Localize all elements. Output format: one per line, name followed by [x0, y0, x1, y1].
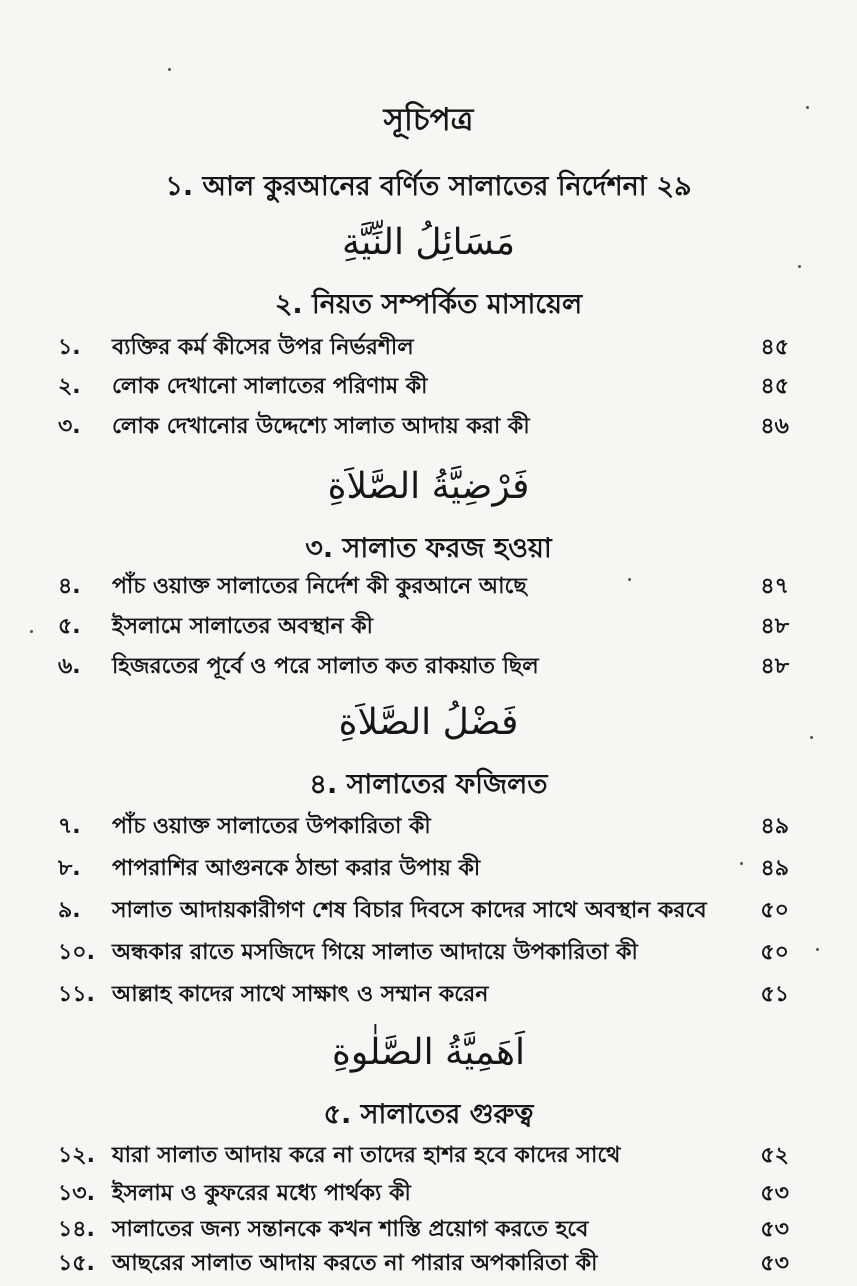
entry-title: যারা সালাত আদায় করে না তাদের হাশর হবে কাদের সাথে: [112, 1143, 621, 1168]
section-arabic-heading: فَضْلُ الصَّلاَةِ: [338, 702, 519, 743]
section-title: ৪. সালাতের ফজিলত: [309, 769, 548, 800]
entry-page: ৪৫: [760, 374, 789, 399]
entry-title: লোক দেখানোর উদ্দেশ্যে সালাত আদায় করা কী: [112, 414, 530, 439]
entry-page: ৫৩: [760, 1217, 789, 1242]
entry-title: ইসলামে সালাতের অবস্থান কী: [112, 614, 373, 639]
print-speck: [816, 948, 819, 951]
print-speck: [740, 862, 743, 865]
entry-page: ৪৬: [760, 414, 789, 439]
entry-number: ১২.: [58, 1143, 95, 1168]
print-speck: [628, 578, 631, 581]
entry-number: ৯.: [58, 898, 81, 923]
print-speck: [30, 630, 33, 633]
toc-entry: [0, 609, 857, 649]
toc-entry: [0, 409, 857, 449]
entry-number: ৬.: [58, 654, 81, 679]
toc-entry: [0, 893, 857, 933]
entry-page: ৫৩: [760, 1181, 789, 1206]
entry-number: ৭.: [58, 814, 81, 839]
toc-entry: [0, 977, 857, 1017]
entry-page: ৫৩: [760, 1251, 789, 1276]
chapter-1-label: ১. আল কুরআনের বর্ণিত সালাতের নির্দেশনা: [165, 171, 647, 202]
entry-number: ৩.: [58, 414, 81, 439]
toc-entry: [0, 369, 857, 409]
entry-page: ৪৮: [760, 614, 789, 639]
entry-title: লোক দেখানো সালাতের পরিণাম কী: [112, 374, 428, 399]
section-arabic-heading: فَرْضِيَّةُ الصَّلاَةِ: [327, 466, 530, 507]
entry-number: ১৫.: [58, 1251, 95, 1276]
entry-number: ৮.: [58, 856, 81, 881]
toc-entry: [0, 935, 857, 975]
print-speck: [806, 106, 809, 109]
entry-number: ৫.: [58, 614, 81, 639]
entry-number: ১১.: [58, 982, 95, 1007]
entry-title: সালাতের জন্য সন্তানকে কখন শাস্তি প্রয়োগ করতে হবে: [112, 1217, 589, 1242]
entry-title: অন্ধকার রাতে মসজিদে গিয়ে সালাত আদায়ে উপকারিতা কী: [112, 940, 638, 965]
entry-number: ১০.: [58, 940, 95, 965]
entry-page: ৫২: [760, 1143, 789, 1168]
chapter-1-page: ২৯: [656, 171, 692, 202]
entry-page: ৫০: [760, 898, 789, 923]
toc-entry: [0, 330, 857, 370]
entry-number: ১৩.: [58, 1181, 95, 1206]
toc-entry: [0, 569, 857, 609]
entry-number: ১.: [58, 335, 81, 360]
page-title: সূচিপত্র: [383, 102, 474, 138]
section-title: ৩. সালাত ফরজ হওয়া: [305, 533, 552, 564]
entry-page: ৫০: [760, 940, 789, 965]
section-title: ৫. সালাতের গুরুত্ব: [323, 1099, 534, 1130]
entry-title: পাপরাশির আগুনকে ঠান্ডা করার উপায় কী: [112, 856, 481, 881]
entry-page: ৪৭: [760, 574, 789, 599]
toc-entry: [0, 809, 857, 849]
print-speck: [798, 265, 801, 268]
chapter-1-heading: [0, 166, 857, 211]
toc-entry: [0, 649, 857, 689]
print-speck: [810, 736, 813, 739]
toc-entry: [0, 1138, 857, 1178]
print-speck: [168, 68, 171, 71]
entry-number: ১৪.: [58, 1217, 95, 1242]
section-arabic-heading: اَهَمِيَّةُ الصَّلٰوةِ: [332, 1032, 525, 1073]
entry-page: ৪৯: [760, 814, 789, 839]
entry-title: পাঁচ ওয়াক্ত সালাতের নির্দেশ কী কুরআনে আছে: [112, 574, 527, 599]
entry-page: ৪৯: [760, 856, 789, 881]
entry-number: ২.: [58, 374, 81, 399]
entry-title: আছরের সালাত আদায় করতে না পারার অপকারিতা কী: [112, 1251, 598, 1276]
entry-title: আল্লাহ কাদের সাথে সাক্ষাৎ ও সম্মান করেন: [112, 982, 489, 1007]
toc-entry: [0, 1246, 857, 1286]
entry-page: ৪৮: [760, 654, 789, 679]
entry-title: পাঁচ ওয়াক্ত সালাতের উপকারিতা কী: [112, 814, 431, 839]
section-title: ২. নিয়ত সম্পর্কিত মাসায়েল: [274, 289, 583, 320]
entry-title: হিজরতের পূর্বে ও পরে সালাত কত রাকয়াত ছিল: [112, 654, 539, 679]
entry-title: ইসলাম ও কুফরের মধ্যে পার্থক্য কী: [112, 1181, 411, 1206]
entry-page: ৫১: [760, 982, 789, 1007]
entry-title: সালাত আদায়কারীগণ শেষ বিচার দিবসে কাদের সাথে অবস্থান করবে: [112, 898, 707, 923]
entry-number: ৪.: [58, 574, 81, 599]
entry-page: ৪৫: [760, 335, 789, 360]
section-arabic-heading: مَسَائِلُ النِّيَّةِ: [341, 222, 516, 263]
toc-entry: [0, 1176, 857, 1216]
entry-title: ব্যক্তির কর্ম কীসের উপর নির্ভরশীল: [112, 335, 414, 360]
toc-entry: [0, 851, 857, 891]
